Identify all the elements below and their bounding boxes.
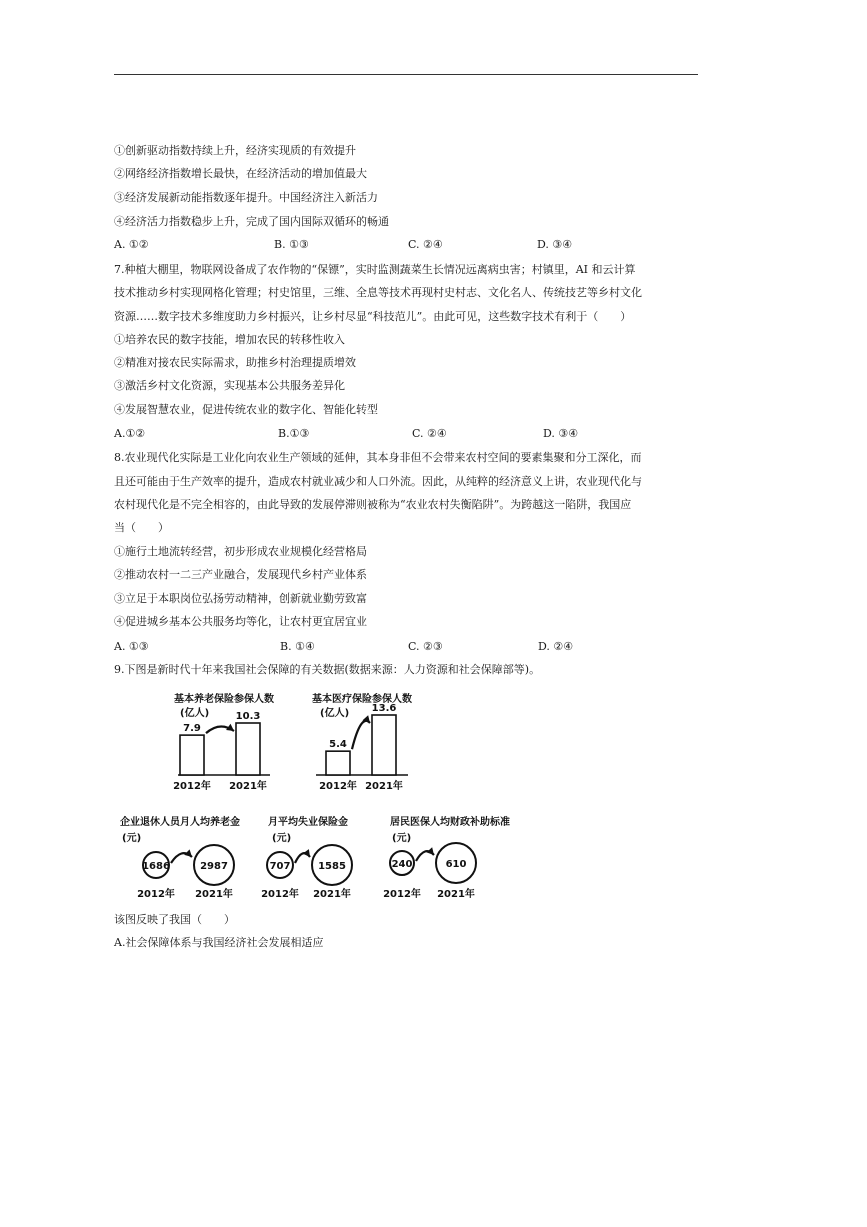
statement-3: ③经济发展新动能指数逐年提升。中国经济注入新活力 — [114, 191, 378, 204]
q8-option-a[interactable]: A. ①③ — [114, 640, 149, 653]
q7-item-3: ③激活乡村文化资源，实现基本公共服务差异化 — [114, 379, 345, 392]
q7-stem-line-3: 资源……数字技术多维度助力乡村振兴，让乡村尽显“科技范儿”。由此可见，这些数字技术有利于（ ） — [114, 310, 632, 323]
pension-chart-unit: (亿人) — [180, 708, 210, 719]
statement-1: ①创新驱动指数持续上升，经济实现质的有效提升 — [114, 144, 356, 157]
social-security-figure — [114, 683, 514, 905]
statement-4: ④经济活力指数稳步上升，完成了国内国际双循环的畅通 — [114, 215, 389, 228]
pension-bar-value-1: 7.9 — [183, 723, 201, 735]
subsidy-x-tick-2: 2021年 — [437, 889, 475, 900]
medical-bar-value-1: 5.4 — [329, 739, 347, 751]
q7-stem-line-2: 技术推动乡村实现网格化管理；村史馆里，三维、全息等技术再现村史村志、文化名人、传统技艺等乡村文化 — [114, 286, 642, 299]
q7-option-c[interactable]: C. ②④ — [412, 427, 447, 440]
pension-x-tick-1: 2012年 — [173, 781, 211, 792]
medical-bar-value-2: 13.6 — [371, 703, 397, 714]
q8-options — [114, 640, 698, 654]
pension-chart-title: 基本养老保险参保人数 — [174, 694, 274, 705]
q7-stem-line-1: 7.种植大棚里，物联网设备成了农作物的“保镖”，实时监测蔬菜生长情况远离病虫害；村镇里，AI 和云计算 — [114, 263, 636, 276]
q8-option-c[interactable]: C. ②③ — [408, 640, 443, 653]
q8-item-1: ①施行土地流转经营，初步形成农业规模化经营格局 — [114, 545, 367, 558]
unemployment-chart-unit: (元) — [272, 833, 292, 844]
retiree-chart-title: 企业退休人员月人均养老金 — [120, 817, 240, 828]
unemployment-benefit-bubble-chart — [261, 815, 352, 900]
q7-options — [114, 427, 698, 441]
retiree-bubble-value-1: 1686 — [142, 861, 170, 872]
q9-option-a[interactable]: A.社会保障体系与我国经济社会发展相适应 — [114, 936, 324, 949]
medical-insured-bar-chart — [312, 692, 412, 792]
q8-item-2: ②推动农村一二三产业融合，发展现代乡村产业体系 — [114, 568, 367, 581]
retiree-x-tick-1: 2012年 — [137, 889, 175, 900]
pension-bar-2 — [236, 723, 260, 775]
pension-insured-bar-chart — [173, 692, 274, 792]
medical-chart-title: 基本医疗保险参保人数 — [312, 694, 412, 705]
q7-option-b[interactable]: B.①③ — [278, 427, 310, 440]
q8-item-3: ③立足于本职岗位弘扬劳动精神，创新就业勤劳致富 — [114, 592, 367, 605]
medical-growth-arrow — [352, 721, 370, 749]
q8-item-4: ④促进城乡基本公共服务均等化，让农村更宜居宜业 — [114, 615, 367, 628]
unemployment-x-tick-2: 2021年 — [313, 889, 351, 900]
retiree-chart-unit: (元) — [122, 833, 142, 844]
medical-x-tick-1: 2012年 — [319, 781, 357, 792]
q8-stem-line-2: 且还可能由于生产效率的提升，造成农村就业减少和人口外流。因此，从纯粹的经济意义上讲，农业现代化与 — [114, 475, 642, 488]
q6-option-b[interactable]: B. ①③ — [274, 238, 309, 251]
unemployment-x-tick-1: 2012年 — [261, 889, 299, 900]
statement-2: ②网络经济指数增长最快，在经济活动的增加值最大 — [114, 167, 367, 180]
unemployment-chart-title: 月平均失业保险金 — [268, 817, 348, 828]
q7-item-4: ④发展智慧农业，促进传统农业的数字化、智能化转型 — [114, 403, 378, 416]
pension-bar-1 — [180, 735, 204, 775]
pension-bar-value-2: 10.3 — [235, 711, 261, 722]
q7-item-1: ①培养农民的数字技能，增加农民的转移性收入 — [114, 333, 345, 346]
medical-subsidy-bubble-chart — [383, 815, 510, 900]
social-security-charts — [114, 683, 514, 905]
unemployment-bubble-value-2: 1585 — [318, 861, 346, 872]
subsidy-chart-title: 居民医保人均财政补助标准 — [390, 817, 510, 828]
medical-chart-unit: (亿人) — [320, 708, 350, 719]
subsidy-bubble-value-2: 610 — [445, 859, 467, 870]
q8-stem-line-4: 当（ ） — [114, 521, 169, 534]
q6-option-c[interactable]: C. ②④ — [408, 238, 443, 251]
unemployment-bubble-value-1: 707 — [269, 861, 291, 872]
q7-option-a[interactable]: A.①② — [114, 427, 146, 440]
unemployment-growth-arrow-head — [303, 849, 310, 857]
retiree-x-tick-2: 2021年 — [195, 889, 233, 900]
q8-stem-line-3: 农村现代化是不完全相容的，由此导致的发展停滞则被称为“农业农村失衡陷阱”。为跨越这一陷阱，我国应 — [114, 498, 632, 511]
q9-question: 该图反映了我国（ ） — [114, 913, 235, 926]
q8-stem-line-1: 8.农业现代化实际是工业化向农业生产领域的延伸，其本身非但不会带来农村空间的要素集聚和分工深化，而 — [114, 451, 642, 464]
q6-option-a[interactable]: A. ①② — [114, 238, 149, 251]
q8-option-b[interactable]: B. ①④ — [280, 640, 315, 653]
retiree-bubble-value-2: 2987 — [200, 861, 228, 872]
medical-bar-2 — [372, 715, 396, 775]
q8-option-d[interactable]: D. ②④ — [538, 640, 574, 653]
q9-stem: 9.下图是新时代十年来我国社会保障的有关数据(数据来源：人力资源和社会保障部等)。 — [114, 663, 541, 676]
q7-item-2: ②精准对接农民实际需求，助推乡村治理提质增效 — [114, 356, 356, 369]
medical-x-tick-2: 2021年 — [365, 781, 403, 792]
q6-option-d[interactable]: D. ③④ — [537, 238, 573, 251]
subsidy-bubble-value-1: 240 — [391, 859, 413, 870]
q6-options — [114, 238, 698, 252]
subsidy-x-tick-1: 2012年 — [383, 889, 421, 900]
subsidy-chart-unit: (元) — [392, 833, 412, 844]
q7-option-d[interactable]: D. ③④ — [543, 427, 579, 440]
pension-x-tick-2: 2021年 — [229, 781, 267, 792]
retiree-pension-bubble-chart — [120, 815, 240, 900]
header-rule — [114, 74, 698, 75]
medical-bar-1 — [326, 751, 350, 775]
